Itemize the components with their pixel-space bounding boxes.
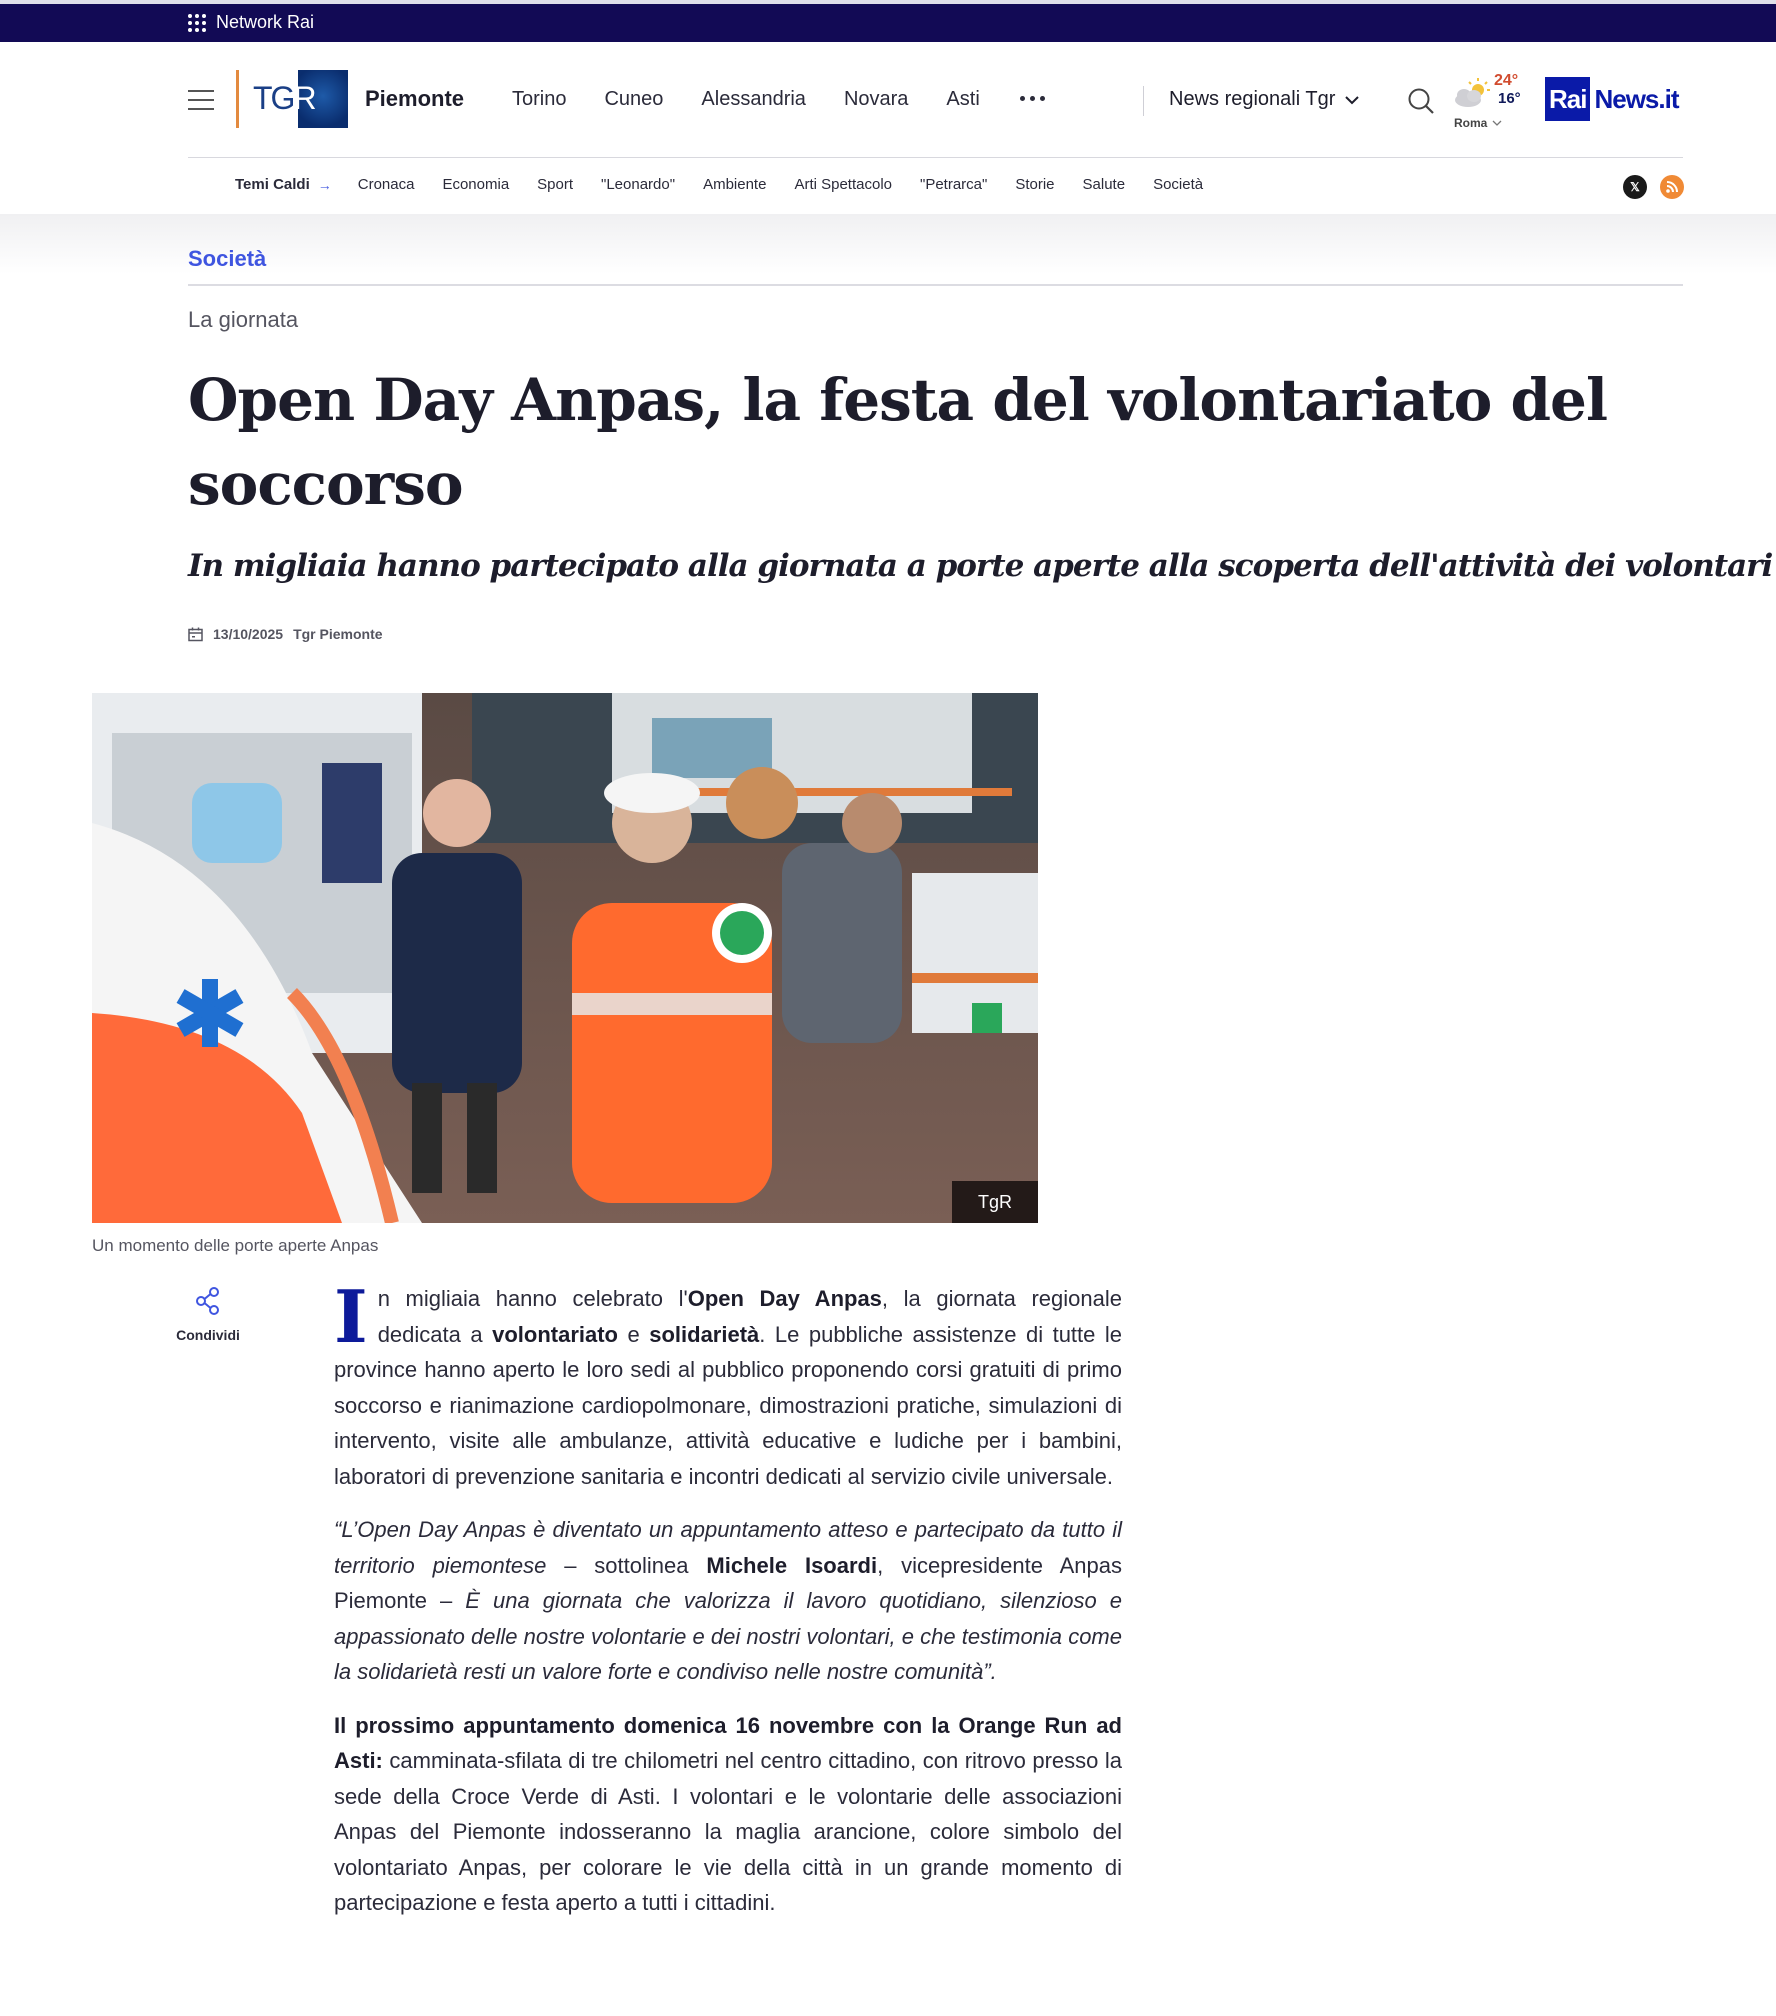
header-shadow-band bbox=[0, 214, 1776, 274]
header-divider bbox=[1143, 86, 1144, 116]
topics-nav bbox=[235, 176, 1231, 193]
bold-run: solidarietà bbox=[649, 1321, 760, 1347]
rainews-logo[interactable] bbox=[1545, 77, 1679, 121]
site-header bbox=[0, 42, 1776, 214]
nav-temi-caldi[interactable]: Temi Caldi bbox=[235, 176, 310, 193]
calendar-icon bbox=[188, 627, 203, 642]
network-rai-label: Network Rai bbox=[216, 12, 315, 32]
bold-run: Michele Isoardi bbox=[706, 1552, 878, 1578]
header-separator bbox=[188, 157, 1683, 158]
news-regionali-dropdown[interactable] bbox=[1169, 88, 1359, 111]
article-meta bbox=[188, 626, 383, 642]
photo-volunteers-ambulance bbox=[92, 693, 1038, 1223]
rai-logo-text: Rai bbox=[1545, 77, 1590, 121]
nav-item-petrarca[interactable]: "Petrarca" bbox=[920, 176, 988, 193]
paragraph-2 bbox=[334, 1512, 1122, 1690]
nav-item-salute[interactable]: Salute bbox=[1082, 176, 1126, 193]
article-source[interactable]: Tgr Piemonte bbox=[293, 626, 383, 642]
share-label: Condividi bbox=[176, 1327, 240, 1343]
article-kicker: La giornata bbox=[188, 307, 299, 332]
italic-run: “L’Open Day Anpas è diventato un appuntamento atteso e partecipato da tutto il territorio piemontese bbox=[334, 1517, 1122, 1578]
article-photo[interactable] bbox=[92, 693, 1038, 1223]
nav-item-storie[interactable]: Storie bbox=[1015, 176, 1055, 193]
bold-run: Open Day Anpas bbox=[687, 1286, 882, 1311]
city-link-asti[interactable]: Asti bbox=[946, 88, 980, 110]
paragraph-3 bbox=[334, 1708, 1122, 1921]
photo-credit: TgR bbox=[952, 1181, 1038, 1223]
text-run: e bbox=[618, 1321, 650, 1347]
news-logo-text: News.it bbox=[1594, 83, 1679, 114]
region-title[interactable]: Piemonte bbox=[365, 86, 465, 111]
text-run: , vicepresidente Anpas Piemonte – bbox=[334, 1552, 1122, 1613]
share-button[interactable] bbox=[172, 1286, 244, 1343]
city-nav bbox=[512, 88, 1018, 111]
apps-grid-icon bbox=[188, 14, 206, 32]
chevron-down-icon bbox=[1345, 95, 1359, 105]
more-cities-icon[interactable] bbox=[1020, 96, 1045, 101]
text-run: . Le pubbliche assistenze di tutte le province hanno aperto le loro sedi al pubblico proponendo corsi gratuiti di primo soccorso e rianimazione cardiopolmonare, dimostrazioni pratiche, simulazioni di intervento, visite alle ambulanze, attività educative e ludiche per i bambini, laboratori di prevenzione sanitaria e incontri dedicati al servizio civile universale. bbox=[334, 1321, 1122, 1489]
nav-item-societa[interactable]: Società bbox=[1153, 176, 1204, 193]
rss-icon[interactable] bbox=[1660, 175, 1684, 199]
text-run: , la giornata regionale dedicata a bbox=[377, 1286, 1122, 1347]
share-icon bbox=[193, 1286, 223, 1316]
nav-item-ambiente[interactable]: Ambiente bbox=[703, 176, 767, 193]
text-run: camminata-sfilata di tre chilometri nel centro cittadino, con ritrovo presso la sede della Croce Verde di Asti. I volontari e le volontarie delle associazioni Anpas del Piemonte indosseranno la maglia arancione, colore simbolo del volontariato Anpas, per colorare le vie della città in un grande momento di partecipazione e festa aperto a tutti i cittadini. bbox=[334, 1748, 1122, 1915]
news-regionali-label: News regionali Tgr bbox=[1169, 88, 1336, 110]
nav-item-arti-spettacolo[interactable]: Arti Spettacolo bbox=[794, 176, 892, 193]
chevron-down-icon bbox=[1492, 120, 1502, 127]
section-divider bbox=[188, 284, 1683, 286]
article-subtitle: In migliaia hanno partecipato alla giornata a porte aperte alla scoperta dell'attività dei volontari bbox=[188, 548, 1773, 584]
city-link-torino[interactable]: Torino bbox=[512, 88, 567, 110]
nav-item-sport[interactable]: Sport bbox=[537, 176, 574, 193]
italic-run: È una giornata che valorizza il lavoro quotidiano, silenzioso e appassionato delle nostre volontarie e dei nostri volontari, e che testimonia come la solidarietà resti un valore forte e condiviso nelle nostre comunità”. bbox=[334, 1588, 1122, 1684]
search-icon[interactable] bbox=[1406, 86, 1436, 116]
photo-caption: Un momento delle porte aperte Anpas bbox=[92, 1236, 379, 1255]
nav-item-leonardo[interactable]: "Leonardo" bbox=[601, 176, 676, 193]
temp-high: 24° bbox=[1494, 72, 1519, 89]
city-link-alessandria[interactable]: Alessandria bbox=[701, 88, 806, 110]
network-bar bbox=[0, 0, 1776, 42]
section-link[interactable]: Società bbox=[188, 246, 267, 271]
weather-city: Roma bbox=[1454, 116, 1488, 130]
text-run: – sottolinea bbox=[546, 1552, 707, 1578]
article-body bbox=[334, 1274, 1122, 1939]
bold-run: Il prossimo appuntamento domenica 16 novembre con la Orange Run ad Asti: bbox=[334, 1712, 1122, 1773]
city-link-cuneo[interactable]: Cuneo bbox=[604, 88, 664, 110]
temp-low: 16° bbox=[1498, 90, 1521, 107]
nav-item-cronaca[interactable]: Cronaca bbox=[357, 176, 415, 193]
city-link-novara[interactable]: Novara bbox=[843, 88, 909, 110]
weather-widget[interactable] bbox=[1452, 72, 1530, 132]
article-date: 13/10/2025 bbox=[213, 626, 284, 642]
text-run: n migliaia hanno celebrato l' bbox=[377, 1286, 688, 1311]
dropcap: I bbox=[334, 1274, 368, 1359]
logo-text: TGR bbox=[253, 80, 315, 116]
partly-cloudy-icon bbox=[1452, 76, 1494, 112]
network-rai-link[interactable] bbox=[188, 12, 314, 33]
x-twitter-icon[interactable]: 𝕏 bbox=[1623, 175, 1647, 199]
article-title: Open Day Anpas, la festa del volontariato del soccorso bbox=[188, 366, 1607, 518]
weather-city-selector[interactable] bbox=[1454, 116, 1502, 130]
paragraph-1 bbox=[334, 1274, 1122, 1494]
menu-icon[interactable] bbox=[188, 90, 214, 110]
tgr-logo[interactable] bbox=[247, 70, 348, 128]
nav-item-economia[interactable]: Economia bbox=[442, 176, 510, 193]
arrow-right-icon: → bbox=[317, 176, 332, 193]
bold-run: volontariato bbox=[492, 1321, 618, 1347]
logo-divider bbox=[236, 70, 239, 128]
